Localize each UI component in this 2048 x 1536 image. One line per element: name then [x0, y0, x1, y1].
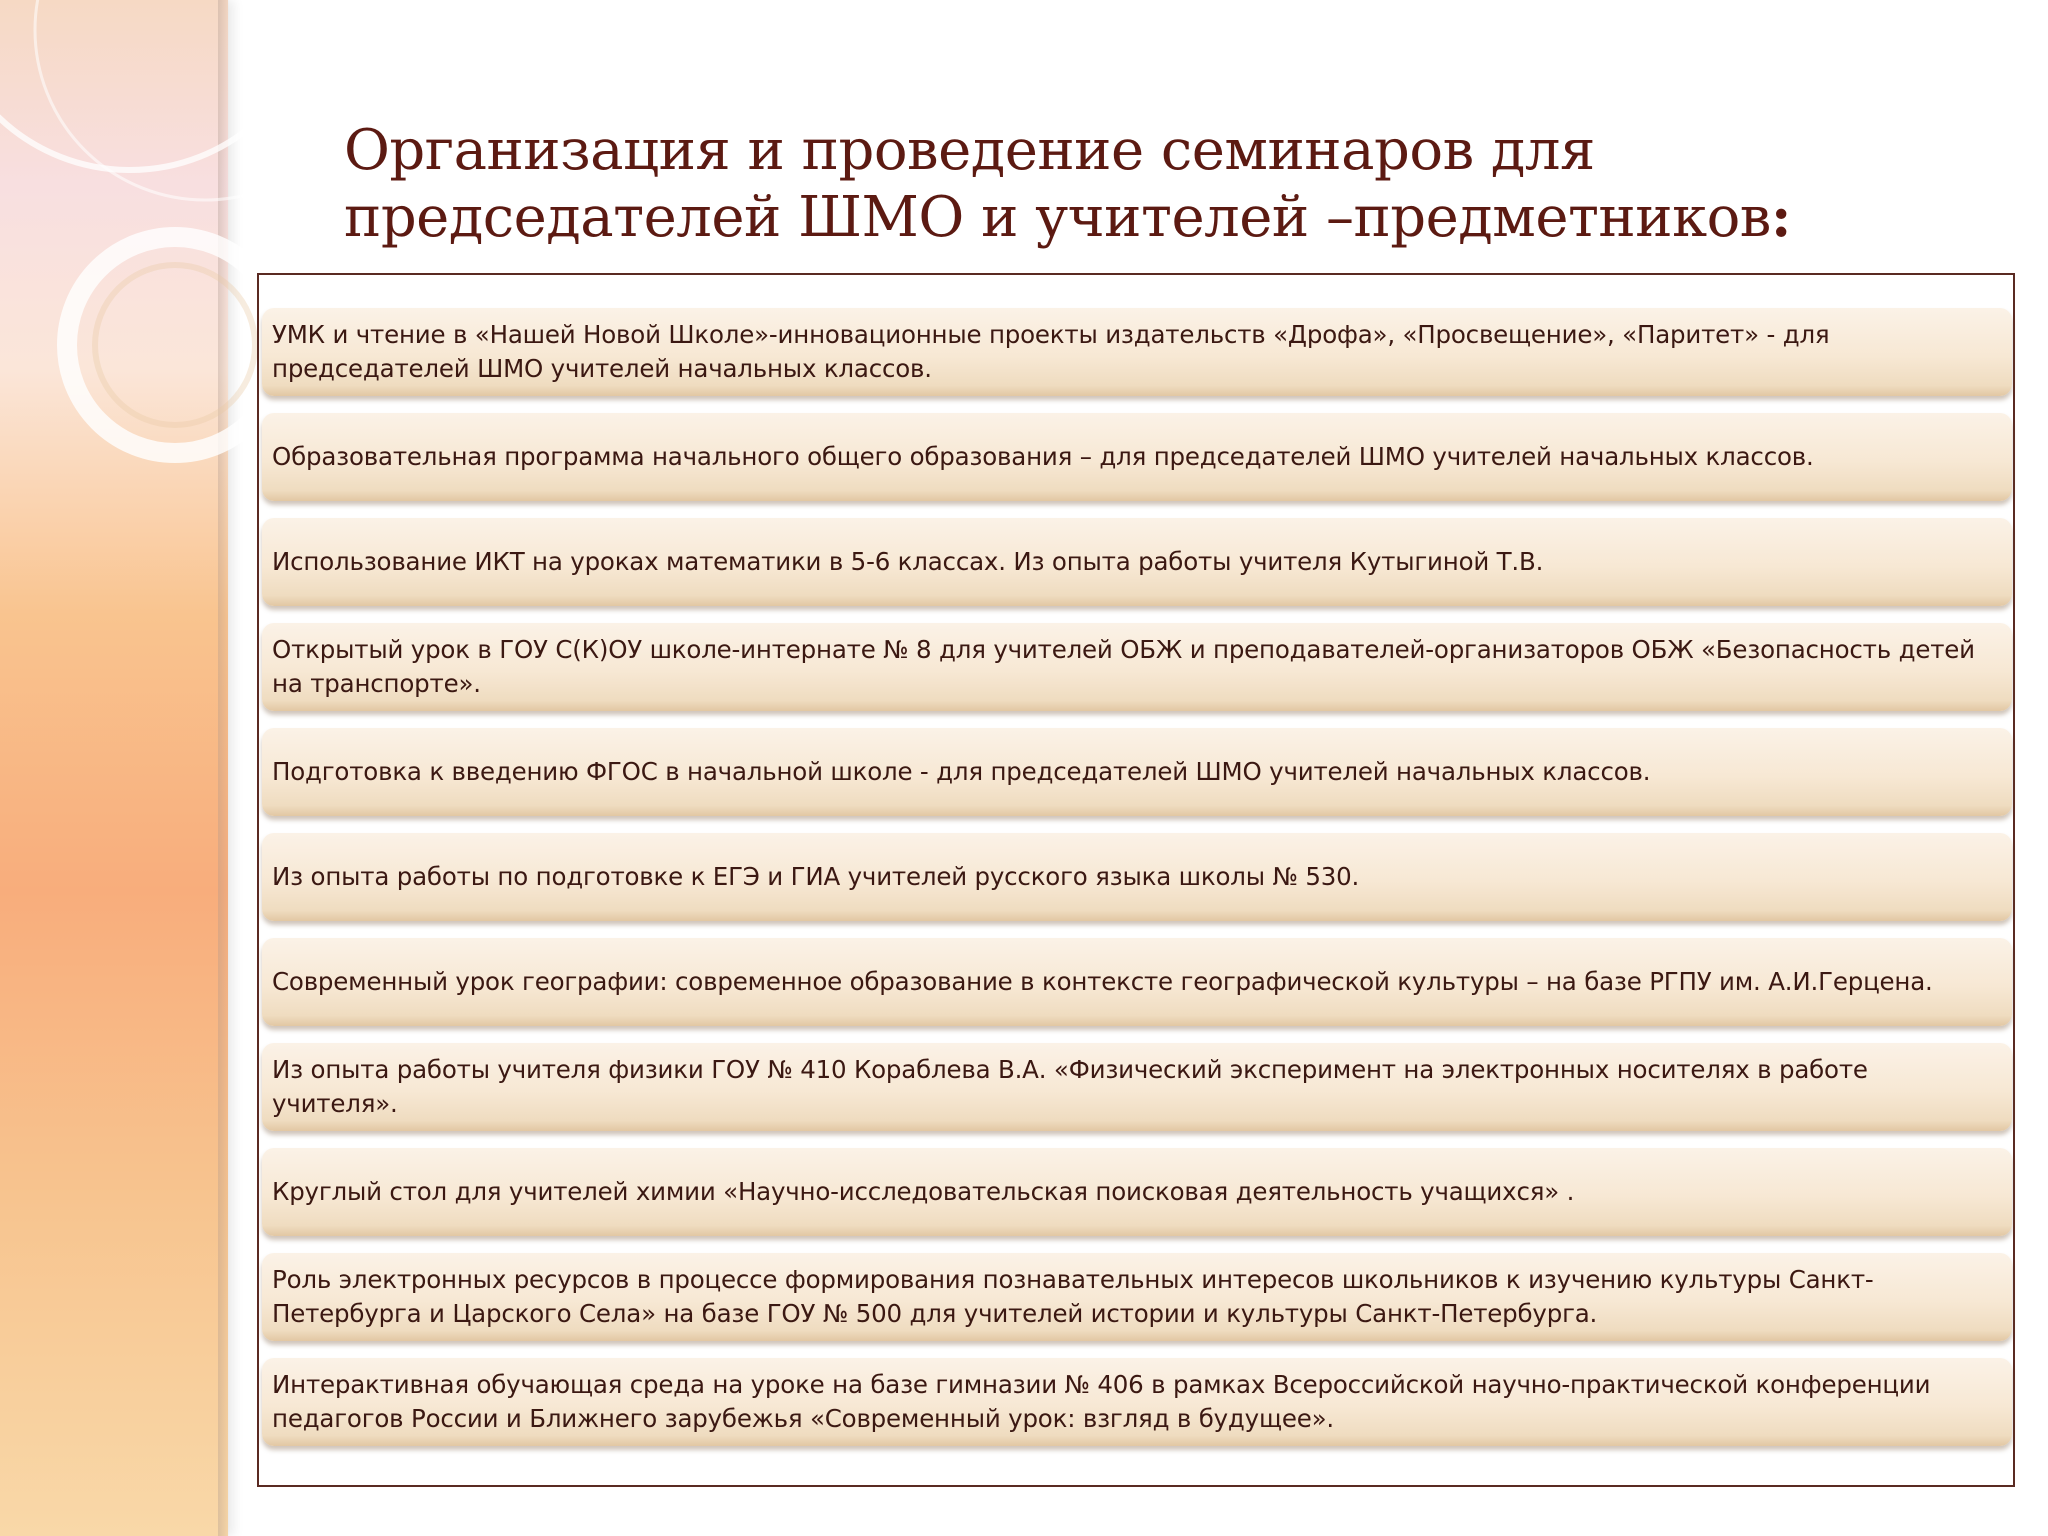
list-item-text: Открытый урок в ГОУ С(К)ОУ школе-интернате № 8 для учителей ОБЖ и преподавателей-организаторов ОБЖ «Безопасность детей на транспорте». — [272, 635, 1975, 698]
list-item-text: Роль электронных ресурсов в процессе формирования познавательных интересов школьников к изучению культуры Санкт-Петербурга и Царского Села» на базе ГОУ № 500 для учителей истории и культуры Санкт-Петербурга. — [272, 1265, 1874, 1328]
list-item — [262, 1358, 2012, 1446]
list-item — [262, 623, 2012, 711]
slide-title — [344, 118, 1994, 251]
list-item — [262, 518, 2012, 606]
slide-title-colon: : — [1770, 184, 1791, 250]
list-item — [262, 728, 2012, 816]
list-item-text: Интерактивная обучающая среда на уроке на базе гимназии № 406 в рамках Всероссийской научно-практической конференции педагогов России и Ближнего зарубежья «Современный урок: взгляд в будущее». — [272, 1370, 1931, 1433]
side-band-shadow — [218, 0, 230, 1536]
slide-title-text: Организация и проведение семинаров для председателей ШМО и учителей –предметников — [344, 118, 1771, 250]
list-item — [262, 938, 2012, 1026]
list-item-text: Современный урок географии: современное образование в контексте географической культуры – на базе РГПУ им. А.И.Герцена. — [272, 967, 1933, 996]
seminar-list-frame — [257, 273, 2015, 1487]
list-item-text: Образовательная программа начального общего образования – для председателей ШМО учителей начальных классов. — [272, 442, 1814, 471]
list-item-text: Из опыта работы по подготовке к ЕГЭ и ГИА учителей русского языка школы № 530. — [272, 862, 1360, 891]
list-item-text: Круглый стол для учителей химии «Научно-исследовательская поисковая деятельность учащихся» . — [272, 1177, 1575, 1206]
list-item-text: Подготовка к введению ФГОС в начальной школе - для председателей ШМО учителей начальных классов. — [272, 757, 1651, 786]
decorative-side-band — [0, 0, 228, 1536]
list-item — [262, 1253, 2012, 1341]
list-item — [262, 1043, 2012, 1131]
list-item-text: Использование ИКТ на уроках математики в 5-6 классах. Из опыта работы учителя Кутыгиной Т.В. — [272, 547, 1544, 576]
list-item-text: УМК и чтение в «Нашей Новой Школе»-инновационные проекты издательств «Дрофа», «Просвещение», «Паритет» - для председателей ШМО учителей начальных классов. — [272, 320, 1830, 383]
list-item — [262, 1148, 2012, 1236]
list-item-text: Из опыта работы учителя физики ГОУ № 410 Кораблева В.А. «Физический эксперимент на электронных носителях в работе учителя». — [272, 1055, 1868, 1118]
list-item — [262, 833, 2012, 921]
list-item — [262, 308, 2012, 396]
list-item — [262, 413, 2012, 501]
